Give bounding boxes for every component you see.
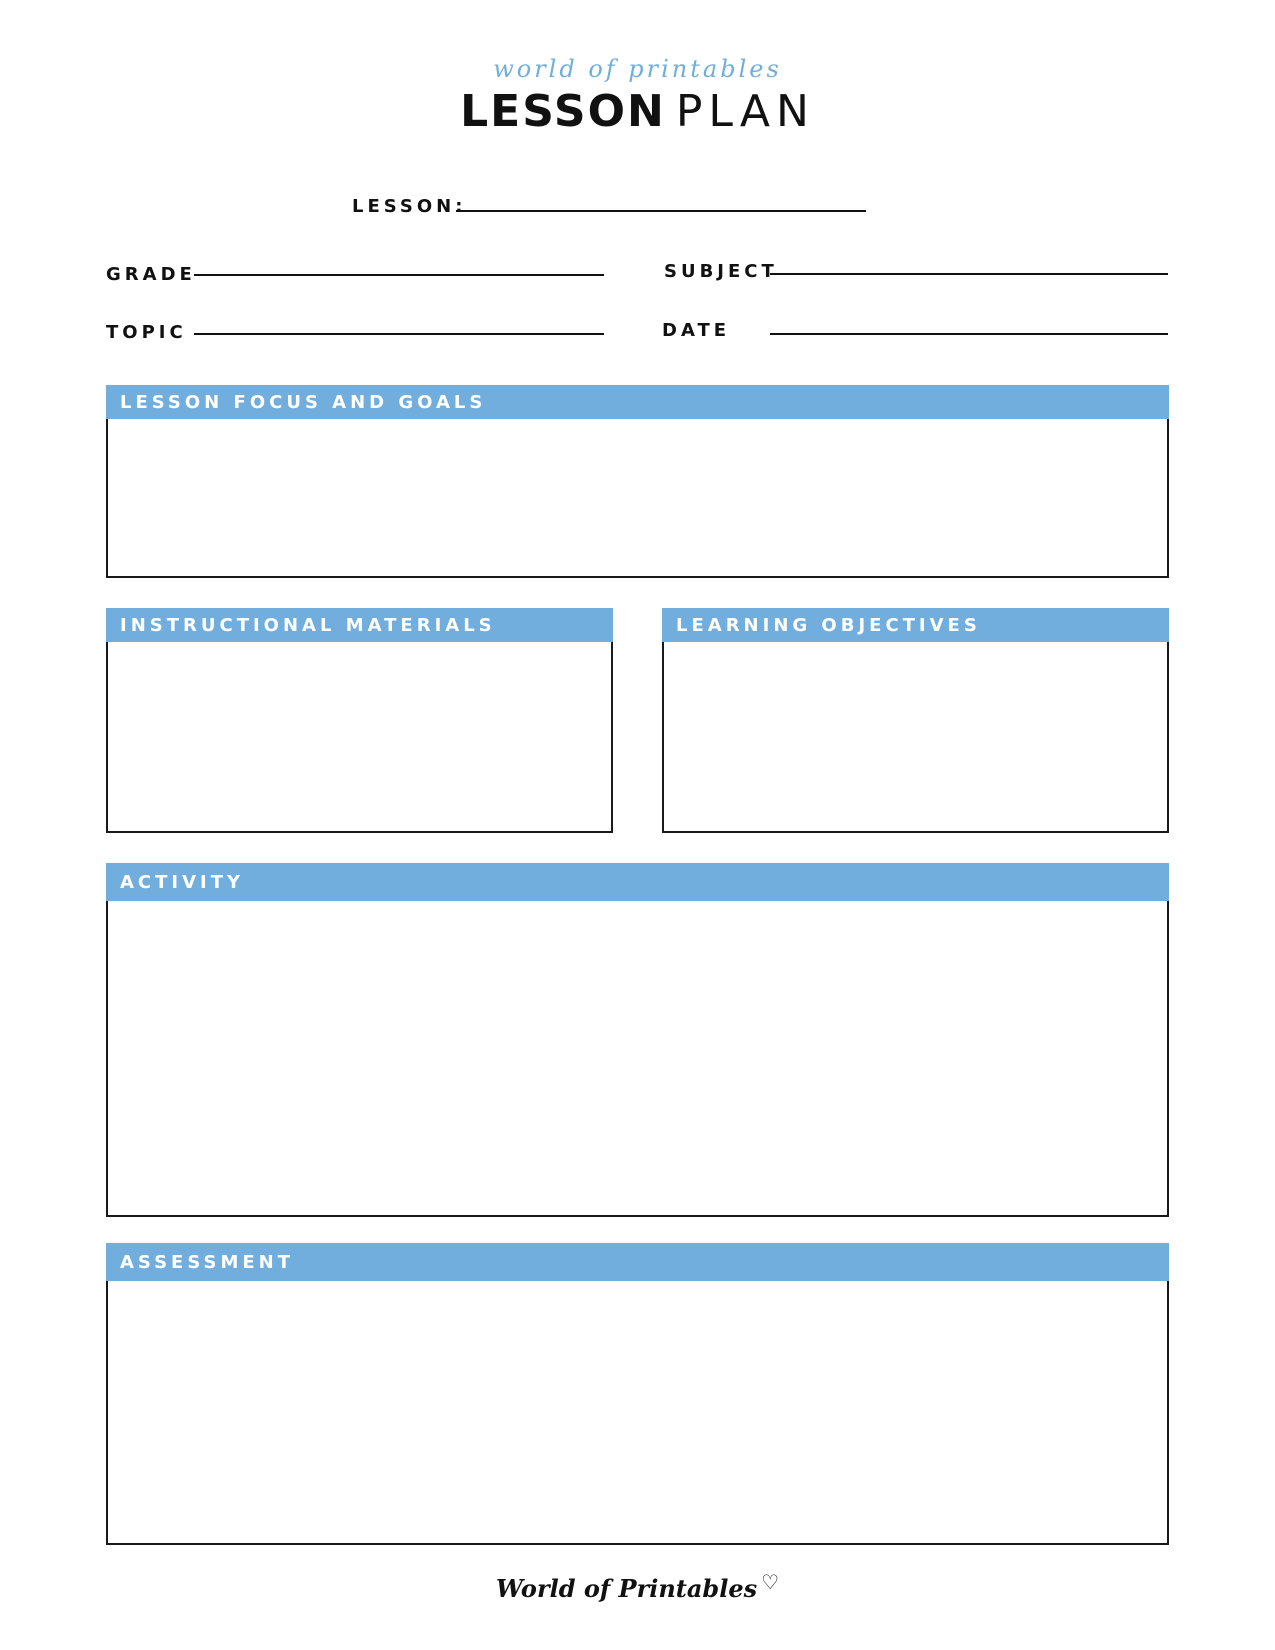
heart-outline-icon: ♡ [761,1570,780,1594]
section-header [106,385,1169,419]
section-materials [106,608,613,833]
objectives-writing-area[interactable] [664,642,1167,831]
page-title [0,86,1275,138]
grade-line[interactable] [194,274,604,276]
section-header [106,608,613,642]
lesson-line[interactable] [456,210,866,212]
date-line[interactable] [770,333,1168,335]
section-title-focus-goals: LESSON FOCUS AND GOALS [120,391,487,413]
section-assessment [106,1243,1169,1545]
section-title-assessment: ASSESSMENT [120,1251,295,1273]
materials-writing-area[interactable] [108,642,611,831]
assessment-writing-area[interactable] [108,1281,1167,1547]
activity-writing-area[interactable] [108,901,1167,1219]
topic-label: TOPIC [106,322,187,343]
grade-label: GRADE [106,264,196,285]
section-activity [106,863,1169,1217]
title-bold: LESSON [460,86,666,137]
footer-brand-logo [0,1570,1275,1603]
date-label: DATE [662,320,731,341]
subject-label: SUBJECT [664,261,778,282]
title-light: PLAN [675,86,815,137]
subject-line[interactable] [770,273,1168,275]
section-header [106,1243,1169,1281]
focus-goals-writing-area[interactable] [108,419,1167,576]
section-header [106,863,1169,901]
section-title-objectives: LEARNING OBJECTIVES [676,614,981,636]
footer-brand-text: World of Printables [495,1574,758,1603]
section-title-materials: INSTRUCTIONAL MATERIALS [120,614,496,636]
section-title-activity: ACTIVITY [120,871,245,893]
section-focus-goals [106,385,1169,578]
topic-line[interactable] [194,333,604,335]
section-objectives [662,608,1169,833]
brand-script-logo: world of printables [493,55,782,83]
lesson-label: LESSON: [352,196,467,217]
section-header [662,608,1169,642]
